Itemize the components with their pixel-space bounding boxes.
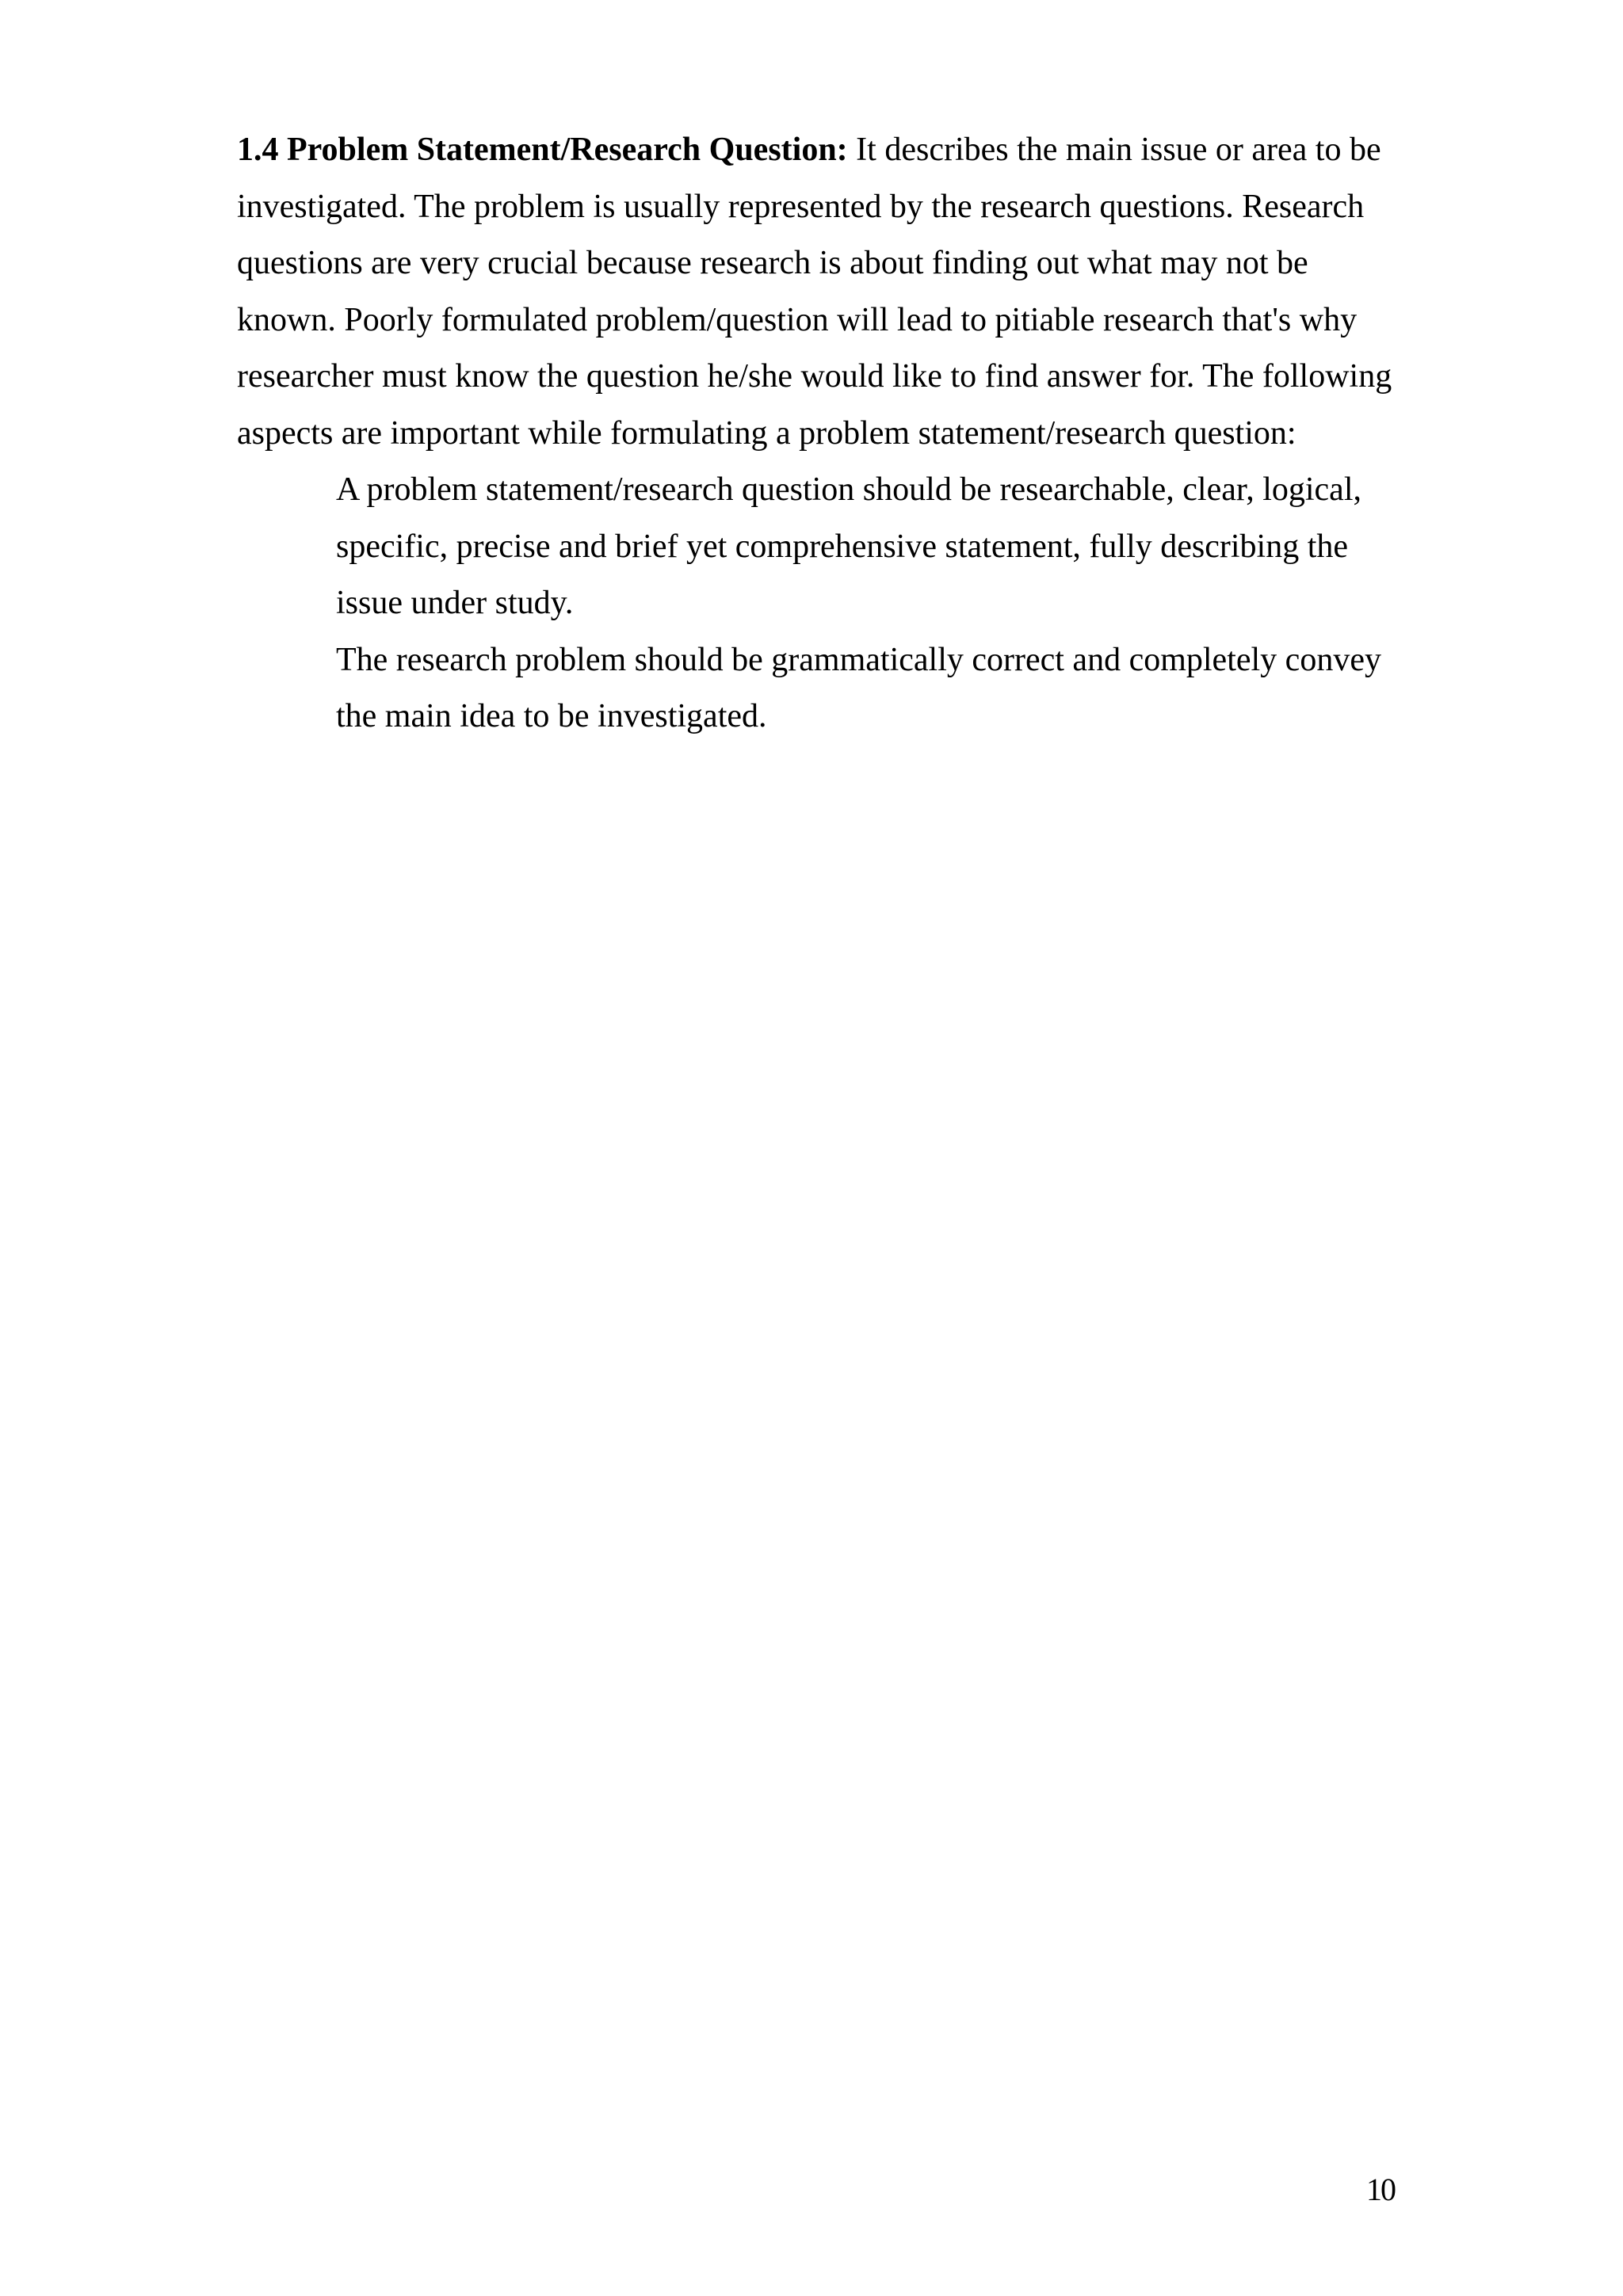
point-1-line: specific, precise and brief yet comprehensive statement, fully describing the <box>336 528 1349 565</box>
section-body <box>237 122 1392 746</box>
point-1-line: issue under study. <box>336 585 574 621</box>
paragraph-line: researcher must know the question he/she would like to find answer for. The following <box>237 358 1392 395</box>
section-heading: 1.4 Problem Statement/Research Question: <box>237 132 848 168</box>
paragraph-line: aspects are important while formulating a problem statement/research question: <box>237 414 1296 452</box>
paragraph-line: known. Poorly formulated problem/question will lead to pitiable research that's why <box>237 301 1358 338</box>
point-1-line: A problem statement/research question should be researchable, clear, logical, <box>336 471 1361 508</box>
paragraph-text: It describes the main issue or area to be <box>847 132 1381 168</box>
paragraph-line: questions are very crucial because research is about finding out what may not be <box>237 245 1308 281</box>
point-2-line: the main idea to be investigated. <box>336 698 767 734</box>
paragraph-line: investigated. The problem is usually represented by the research questions. Research <box>237 188 1365 225</box>
paragraph-line <box>237 122 1382 179</box>
point-2-line: The research problem should be grammatically correct and completely convey <box>336 641 1381 678</box>
page-number: 10 <box>1366 2172 1395 2207</box>
